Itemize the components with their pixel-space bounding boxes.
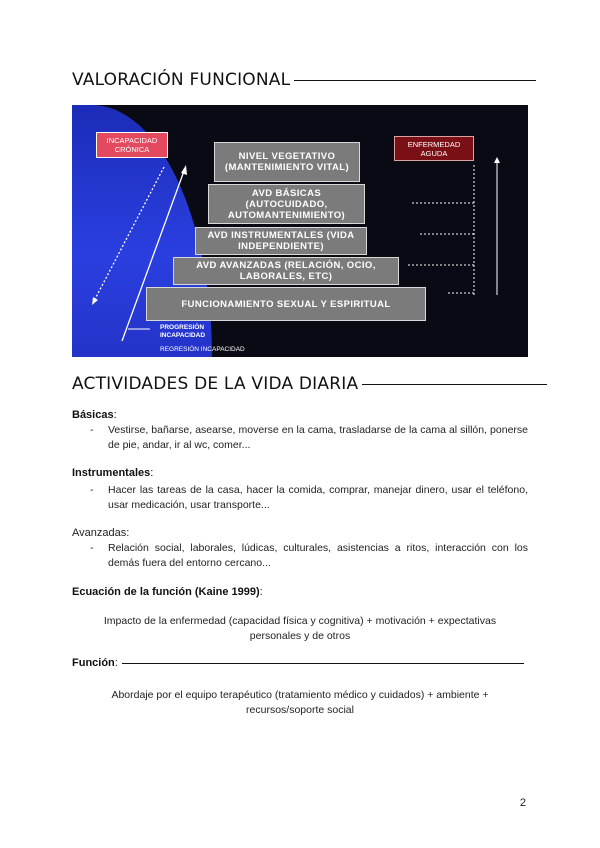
bullet-avanzadas: - Relación social, laborales, lúdicas, culturales, asistencias a ritos, interacción con los demás fuera del entorno cercano...	[90, 542, 528, 569]
tier-avd-avanzadas: AVD AVANZADAS (RELACIÓN, OCIO, LABORALES, ETC)	[173, 257, 399, 285]
enfermedad-aguda-box: ENFERMEDAD AGUDA	[394, 136, 474, 161]
incapacidad-cronica-box: INCAPACIDAD CRÓNICA	[96, 132, 168, 158]
dotted-diagonal-arrow	[94, 167, 164, 301]
label-funcion: Función:	[72, 657, 524, 669]
funcion-text: Abordaje por el equipo terapéutico (tratamiento médico y cuidados) + ambiente + recursos/soporte social	[111, 689, 489, 716]
arrowhead-up-right	[181, 165, 187, 175]
tier-nivel-vegetativo: NIVEL VEGETATIVO (MANTENIMIENTO VITAL)	[214, 142, 360, 182]
label-ecuacion: Ecuación de la función (Kaine 1999):	[72, 586, 263, 598]
tier-funcionamiento-sexual: FUNCIONAMIENTO SEXUAL Y ESPIRITUAL	[146, 287, 426, 321]
page-number: 2	[519, 797, 526, 809]
functional-pyramid-diagram	[72, 105, 528, 357]
legend-progresion: PROGRESIÓN INCAPACIDAD	[160, 324, 206, 339]
ecuacion-text: Impacto de la enfermedad (capacidad física y cognitiva) + motivación + expectativas personales y de otros	[103, 615, 497, 642]
tier-avd-basicas: AVD BÁSICAS (AUTOCUIDADO, AUTOMANTENIMIENTO)	[208, 184, 365, 224]
section-title-text: VALORACIÓN FUNCIONAL	[72, 70, 291, 90]
arrowhead-down-left	[92, 297, 98, 305]
bullet-instrumentales: - Hacer las tareas de la casa, hacer la comida, comprar, manejar dinero, usar el teléfono, usar medicación, usar transporte...	[90, 484, 528, 511]
bullet-basicas: - Vestirse, bañarse, asearse, moverse en la cama, trasladarse de la cama al sillón, ponerse de pie, andar, ir al wc, comer...	[90, 424, 528, 451]
section-title-actividades	[72, 374, 547, 394]
section-title-valoracion	[72, 70, 536, 90]
title-rule	[362, 384, 547, 385]
label-avanzadas: Avanzadas:	[72, 527, 130, 539]
title-rule	[294, 80, 536, 81]
label-basicas: Básicas:	[72, 409, 117, 421]
funcion-rule	[122, 663, 524, 664]
legend-regresion: REGRESIÓN INCAPACIDAD	[160, 346, 245, 353]
arrowhead-up-right-side	[494, 157, 500, 163]
section-title-text: ACTIVIDADES DE LA VIDA DIARIA	[72, 374, 359, 394]
label-instrumentales: Instrumentales:	[72, 467, 154, 479]
tier-avd-instrumentales: AVD INSTRUMENTALES (VIDA INDEPENDIENTE)	[195, 227, 367, 255]
